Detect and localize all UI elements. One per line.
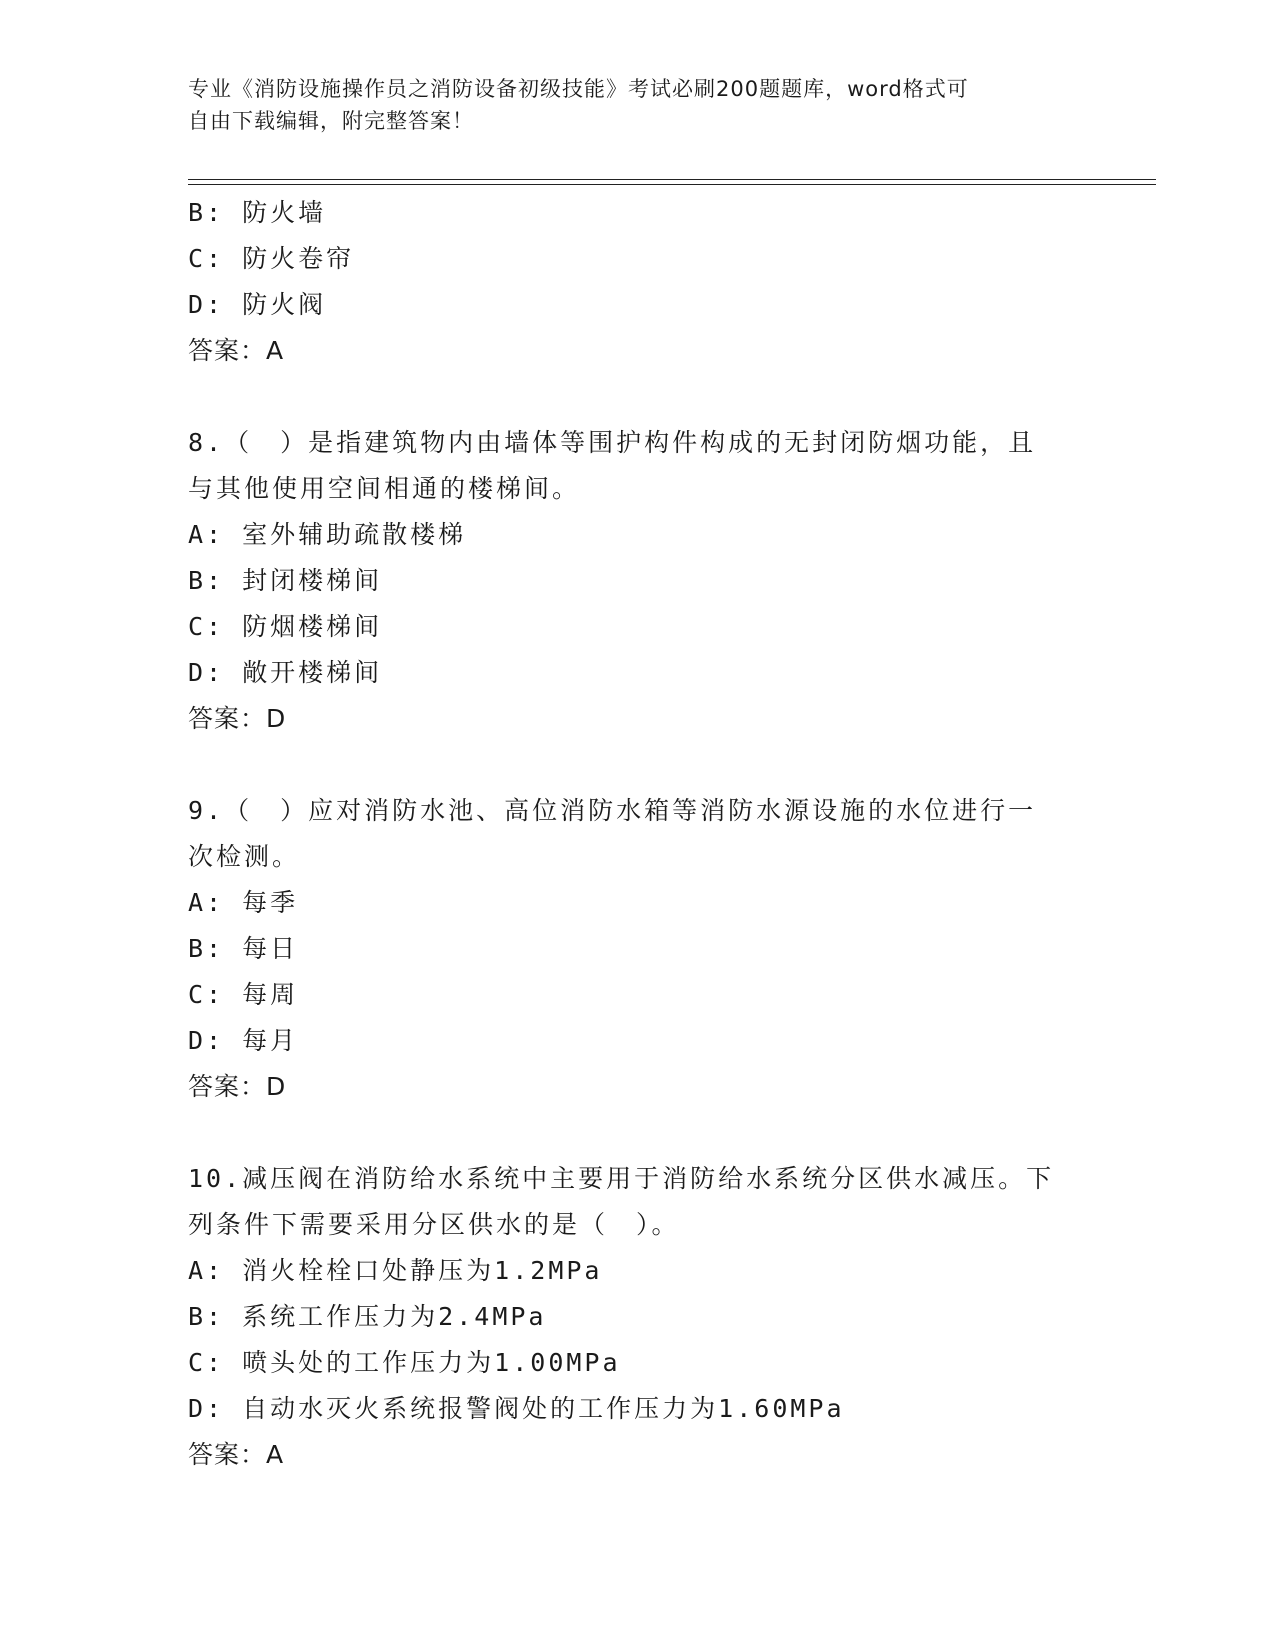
option-b xyxy=(188,926,1088,972)
question-stem xyxy=(188,1156,1068,1248)
answer-line: 答案：A xyxy=(188,336,285,365)
question-stem-line: 10.减压阀在消防给水系统中主要用于消防给水系统分区供水减压。下 xyxy=(188,1164,1055,1193)
option-d xyxy=(188,1386,1088,1432)
option-a xyxy=(188,880,1088,926)
spacer xyxy=(188,742,1088,788)
answer-line: 答案：A xyxy=(188,1440,285,1469)
option-letter: D: xyxy=(188,658,225,687)
option-text: 每季 xyxy=(242,888,299,917)
question-stem xyxy=(188,420,1068,512)
option-letter: D: xyxy=(188,290,225,319)
option-c xyxy=(188,604,1088,650)
header-title-line2: 自由下载编辑，附完整答案！ xyxy=(188,109,474,133)
option-c xyxy=(188,236,1088,282)
question-stem-line: 次检测。 xyxy=(188,842,301,871)
header-divider-top xyxy=(188,179,1156,180)
answer-line: 答案：D xyxy=(188,1072,287,1101)
option-d xyxy=(188,282,1088,328)
option-text: 消火栓栓口处静压为1.2MPa xyxy=(242,1256,603,1285)
option-letter: B: xyxy=(188,1302,225,1331)
option-letter: C: xyxy=(188,980,225,1009)
option-a xyxy=(188,512,1088,558)
question-7-tail xyxy=(188,190,1088,374)
option-text: 每日 xyxy=(242,934,299,963)
question-stem-line: 8.（ ）是指建筑物内由墙体等围护构件构成的无封闭防烟功能，且 xyxy=(188,428,1037,457)
question-9 xyxy=(188,788,1088,1110)
option-c xyxy=(188,972,1088,1018)
option-letter: B: xyxy=(188,934,225,963)
option-text: 防火墙 xyxy=(242,198,327,227)
option-letter: A: xyxy=(188,888,225,917)
option-letter: A: xyxy=(188,1256,225,1285)
option-b xyxy=(188,190,1088,236)
option-d xyxy=(188,1018,1088,1064)
option-letter: C: xyxy=(188,1348,225,1377)
option-letter: B: xyxy=(188,566,225,595)
option-letter: A: xyxy=(188,520,225,549)
option-text: 每月 xyxy=(242,1026,299,1055)
option-letter: C: xyxy=(188,612,225,641)
option-c xyxy=(188,1340,1088,1386)
option-a xyxy=(188,1248,1088,1294)
question-list xyxy=(188,190,1088,1478)
option-text: 敞开楼梯间 xyxy=(242,658,383,687)
option-text: 防火卷帘 xyxy=(242,244,355,273)
header-divider-bottom xyxy=(188,184,1156,185)
option-d xyxy=(188,650,1088,696)
spacer xyxy=(188,374,1088,420)
option-letter: D: xyxy=(188,1394,225,1423)
question-stem xyxy=(188,788,1068,880)
question-stem-line: 与其他使用空间相通的楼梯间。 xyxy=(188,474,581,503)
header-title-line1: 专业《消防设施操作员之消防设备初级技能》考试必刷200题题库，word格式可 xyxy=(188,77,969,101)
question-stem-line: 9.（ ）应对消防水池、高位消防水箱等消防水源设施的水位进行一 xyxy=(188,796,1037,825)
option-text: 封闭楼梯间 xyxy=(242,566,383,595)
option-letter: D: xyxy=(188,1026,225,1055)
question-8 xyxy=(188,420,1088,742)
option-text: 系统工作压力为2.4MPa xyxy=(242,1302,547,1331)
option-text: 室外辅助疏散楼梯 xyxy=(242,520,467,549)
option-text: 喷头处的工作压力为1.00MPa xyxy=(242,1348,621,1377)
option-text: 自动水灭火系统报警阀处的工作压力为1.60MPa xyxy=(242,1394,845,1423)
question-stem-line: 列条件下需要采用分区供水的是（ ）。 xyxy=(188,1210,680,1239)
option-text: 防火阀 xyxy=(242,290,327,319)
answer-line: 答案：D xyxy=(188,704,287,733)
option-text: 防烟楼梯间 xyxy=(242,612,383,641)
question-10 xyxy=(188,1156,1088,1478)
spacer xyxy=(188,1110,1088,1156)
document-header xyxy=(188,73,1068,137)
option-b xyxy=(188,1294,1088,1340)
option-letter: B: xyxy=(188,198,225,227)
option-text: 每周 xyxy=(242,980,299,1009)
option-b xyxy=(188,558,1088,604)
option-letter: C: xyxy=(188,244,225,273)
